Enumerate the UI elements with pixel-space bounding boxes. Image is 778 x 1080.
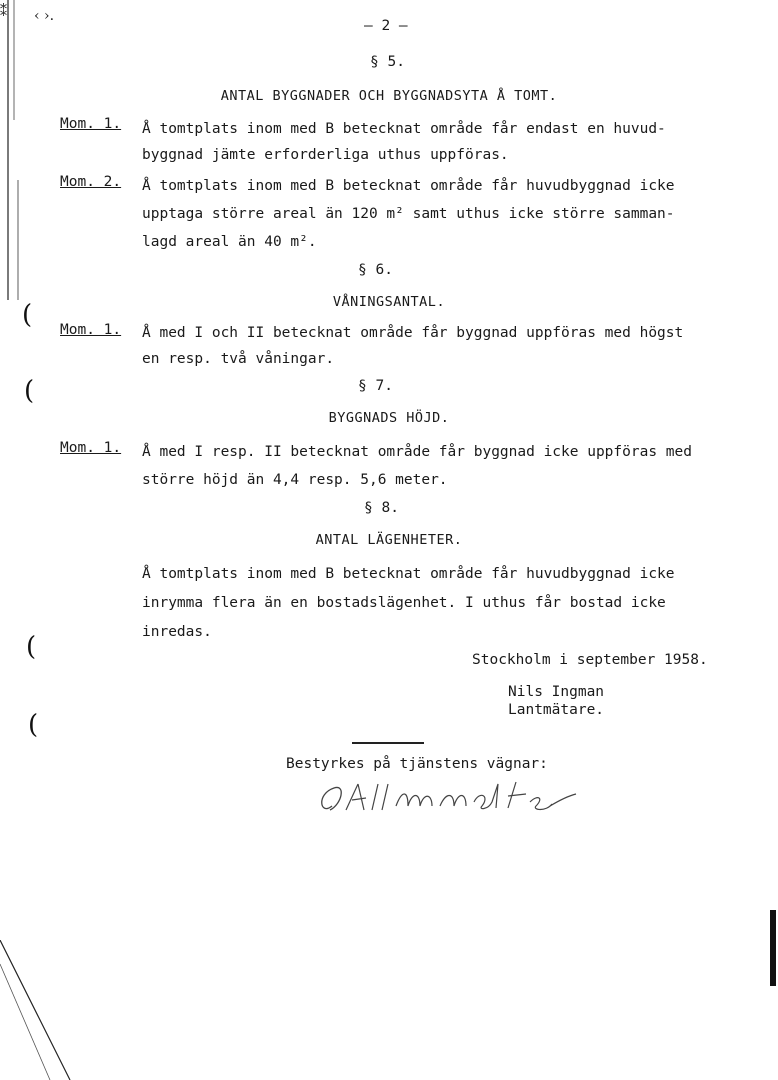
place-and-date: Stockholm i september 1958. xyxy=(472,652,708,668)
text-line: Å med I resp. II betecknat område får byggnad icke uppföras med xyxy=(142,444,692,460)
certification-text: Bestyrkes på tjänstens vägnar: xyxy=(286,756,548,772)
section-7-title: BYGGNADS HÖJD. xyxy=(328,410,450,426)
punch-hole-mark-3: ( xyxy=(26,632,37,662)
section-5-mom-1-text xyxy=(142,116,742,168)
text-line: Å tomtplats inom med B betecknat område får endast en huvud- xyxy=(142,121,666,137)
punch-hole-mark-2: ( xyxy=(24,376,35,406)
binding-edge-marks xyxy=(0,0,22,300)
signer-title: Lantmätare. xyxy=(508,702,605,718)
text-line: upptaga större areal än 120 m² samt uthus icke större samman- xyxy=(142,206,675,222)
text-line: större höjd än 4,4 resp. 5,6 meter. xyxy=(142,472,448,488)
text-line: Å tomtplats inom med B betecknat område får huvudbyggnad icke xyxy=(142,566,675,582)
section-6-heading: § 6. xyxy=(358,262,393,278)
signer-name: Nils Ingman xyxy=(508,684,605,700)
corner-scribble: ‹ ›. xyxy=(34,8,55,24)
section-8-text xyxy=(142,560,742,647)
section-6-title: VÅNINGSANTAL. xyxy=(332,294,446,310)
text-line: inrymma flera än en bostadslägenhet. I uthus får bostad icke xyxy=(142,595,666,611)
section-8-heading: § 8. xyxy=(364,500,399,516)
text-line: inredas. xyxy=(142,624,212,640)
section-7-mom-1-text xyxy=(142,438,742,494)
section-5-title: ANTAL BYGGNADER OCH BYGGNADSYTA Å TOMT. xyxy=(220,88,558,104)
text-line: byggnad jämte erforderliga uthus uppföras. xyxy=(142,147,509,163)
section-6-mom-1-text xyxy=(142,320,742,372)
section-5-mom-2-text xyxy=(142,172,742,256)
section-8-title: ANTAL LÄGENHETER. xyxy=(315,532,463,548)
text-line: Å med I och II betecknat område får byggnad uppföras med högst xyxy=(142,325,684,341)
section-5-mom-1-label: Mom. 1. xyxy=(60,116,122,132)
section-7-mom-1-label: Mom. 1. xyxy=(60,440,122,456)
text-line: Å tomtplats inom med B betecknat område får huvudbyggnad icke xyxy=(142,178,675,194)
text-line: en resp. två våningar. xyxy=(142,351,335,367)
svg-text:⁑: ⁑ xyxy=(0,4,7,20)
section-5-heading: § 5. xyxy=(370,54,405,70)
punch-hole-mark-1: ( xyxy=(22,300,33,330)
section-5-mom-2-label: Mom. 2. xyxy=(60,174,122,190)
section-6-mom-1-label: Mom. 1. xyxy=(60,322,122,338)
text-line: lagd areal än 40 m². xyxy=(142,234,317,250)
handwritten-signature xyxy=(312,776,580,820)
separator-rule xyxy=(352,742,424,744)
scan-edge-bar xyxy=(770,910,776,986)
section-7-heading: § 7. xyxy=(358,378,393,394)
punch-hole-mark-4: ( xyxy=(28,710,39,740)
corner-fold-lines xyxy=(0,940,80,1080)
page-number: – 2 – xyxy=(364,18,408,34)
